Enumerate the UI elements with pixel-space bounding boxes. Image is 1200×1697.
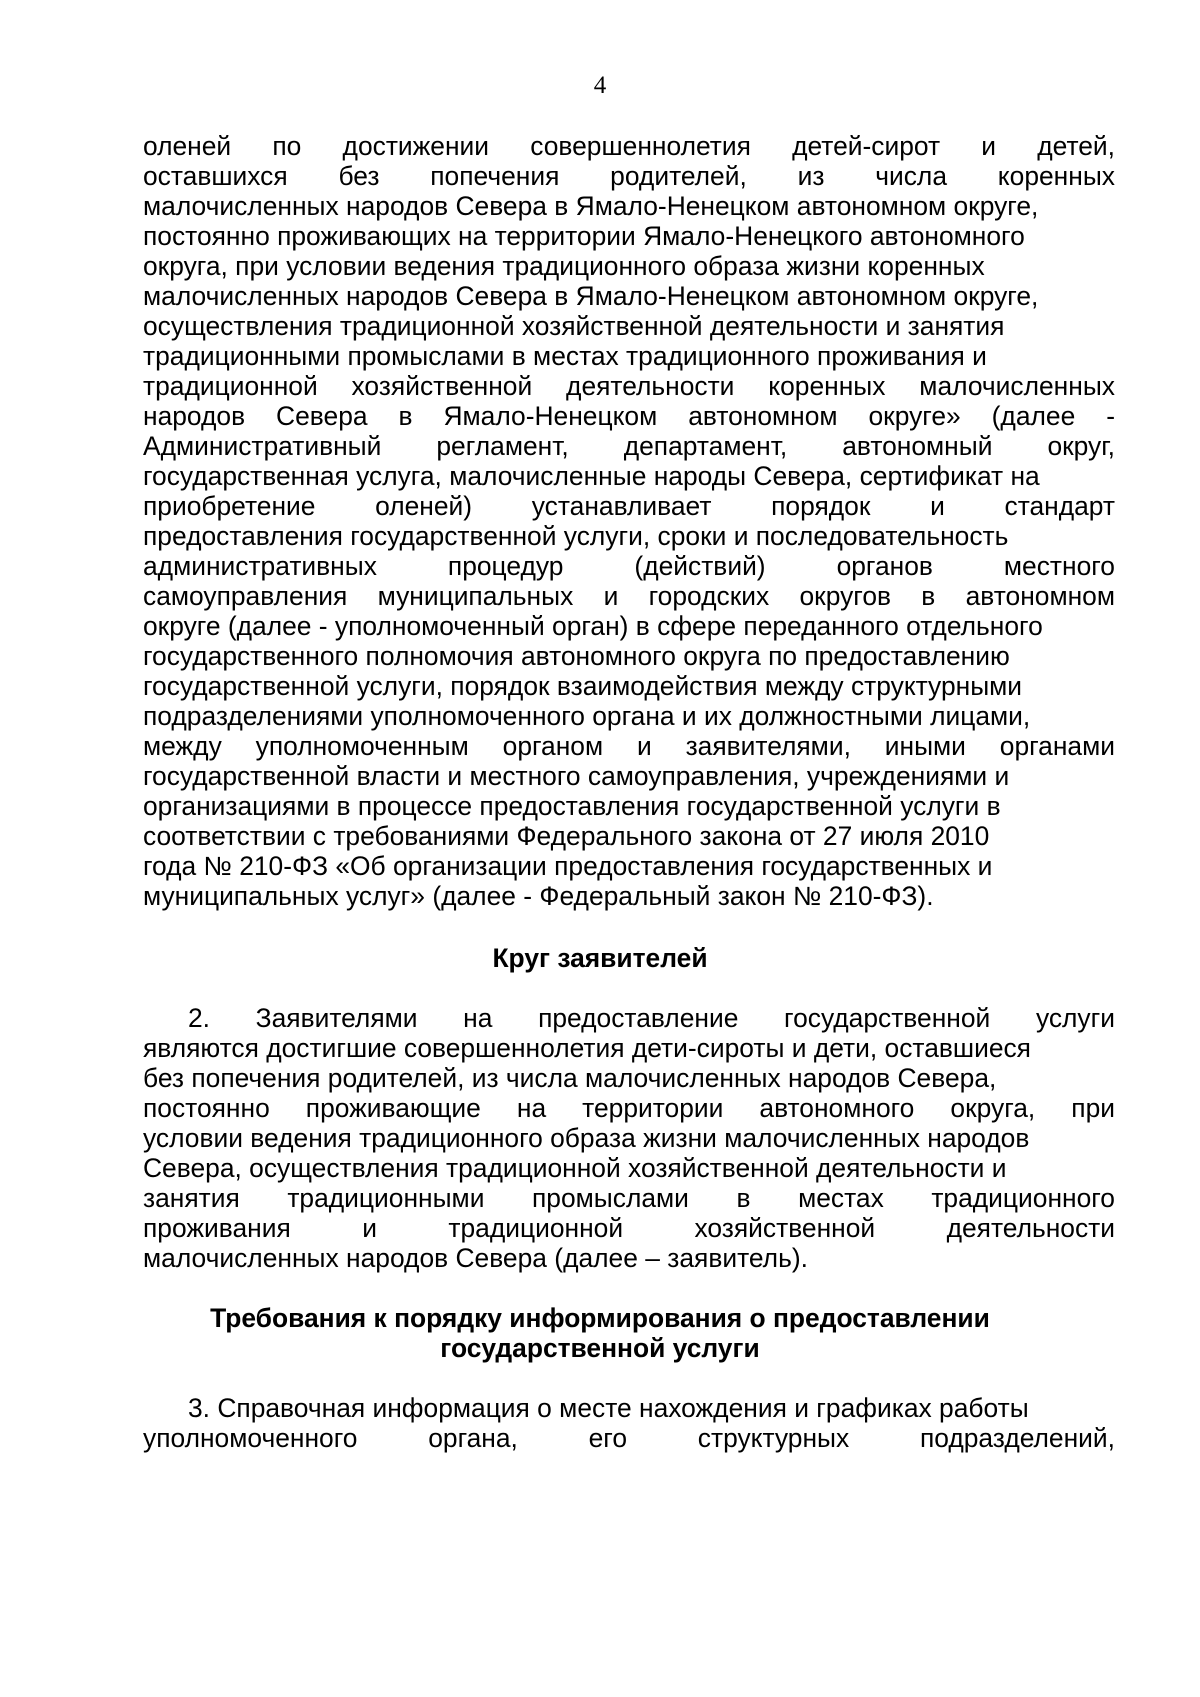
paragraph-line: оленей по достижении совершеннолетия детей-сирот и детей, (143, 131, 1115, 161)
paragraph-line: являются достигшие совершеннолетия дети-сироты и дети, оставшиеся (143, 1033, 1031, 1063)
paragraph-line: постоянно проживающие на территории автономного округа, при (143, 1093, 1115, 1123)
paragraph-line: государственного полномочия автономного округа по предоставлению (143, 641, 1010, 671)
paragraph-line: между уполномоченным органом и заявителями, иными органами (143, 731, 1115, 761)
paragraph-line: административных процедур (действий) органов местного (143, 551, 1115, 581)
paragraph-line: малочисленных народов Севера (далее – заявитель). (143, 1243, 808, 1273)
paragraph-line: самоуправления муниципальных и городских округов в автономном (143, 581, 1115, 611)
paragraph-line: постоянно проживающих на территории Ямало-Ненецкого автономного (143, 221, 1025, 251)
paragraph-line: осуществления традиционной хозяйственной деятельности и занятия (143, 311, 1005, 341)
paragraph-line: организациями в процессе предоставления государственной услуги в (143, 791, 1001, 821)
paragraph-line: округе (далее - уполномоченный орган) в сфере переданного отдельного (143, 611, 1043, 641)
paragraph-line: предоставления государственной услуги, сроки и последовательность (143, 521, 1009, 551)
section-heading-requirements-line-1: Требования к порядку информирования о предоставлении (210, 1303, 990, 1333)
section-heading-applicants: Круг заявителей (492, 943, 708, 973)
paragraph-line: проживания и традиционной хозяйственной деятельности (143, 1213, 1115, 1243)
paragraph-line: условии ведения традиционного образа жизни малочисленных народов (143, 1123, 1030, 1153)
paragraph-line: традиционной хозяйственной деятельности коренных малочисленных (143, 371, 1115, 401)
paragraph-line: года № 210-ФЗ «Об организации предоставления государственных и (143, 851, 993, 881)
section-heading-requirements-line-2: государственной услуги (440, 1333, 760, 1363)
paragraph-line: 2. Заявителями на предоставление государственной услуги (188, 1003, 1115, 1033)
paragraph-line: подразделениями уполномоченного органа и их должностными лицами, (143, 701, 1031, 731)
paragraph-line: малочисленных народов Севера в Ямало-Ненецком автономном округе, (143, 191, 1039, 221)
paragraph-line: уполномоченного органа, его структурных подразделений, (143, 1423, 1115, 1453)
paragraph-line: муниципальных услуг» (далее - Федеральный закон № 210-ФЗ). (143, 881, 934, 911)
paragraph-line: Административный регламент, департамент, автономный округ, (143, 431, 1115, 461)
paragraph-line: оставшихся без попечения родителей, из числа коренных (143, 161, 1115, 191)
paragraph-line: без попечения родителей, из числа малочисленных народов Севера, (143, 1063, 997, 1093)
paragraph-line: занятия традиционными промыслами в местах традиционного (143, 1183, 1115, 1213)
paragraph-line: государственной услуги, порядок взаимодействия между структурными (143, 671, 1023, 701)
paragraph-line: государственная услуга, малочисленные народы Севера, сертификат на (143, 461, 1040, 491)
paragraph-line: приобретение оленей) устанавливает порядок и стандарт (143, 491, 1115, 521)
paragraph-line: народов Севера в Ямало-Ненецком автономном округе» (далее - (143, 401, 1115, 431)
paragraph-line: 3. Справочная информация о месте нахождения и графиках работы (188, 1393, 1029, 1423)
paragraph-line: соответствии с требованиями Федерального закона от 27 июля 2010 (143, 821, 990, 851)
paragraph-line: традиционными промыслами в местах традиционного проживания и (143, 341, 987, 371)
page-number: 4 (593, 72, 607, 99)
paragraph-line: малочисленных народов Севера в Ямало-Ненецком автономном округе, (143, 281, 1039, 311)
paragraph-line: округа, при условии ведения традиционного образа жизни коренных (143, 251, 985, 281)
paragraph-line: государственной власти и местного самоуправления, учреждениями и (143, 761, 1010, 791)
paragraph-line: Севера, осуществления традиционной хозяйственной деятельности и (143, 1153, 1007, 1183)
